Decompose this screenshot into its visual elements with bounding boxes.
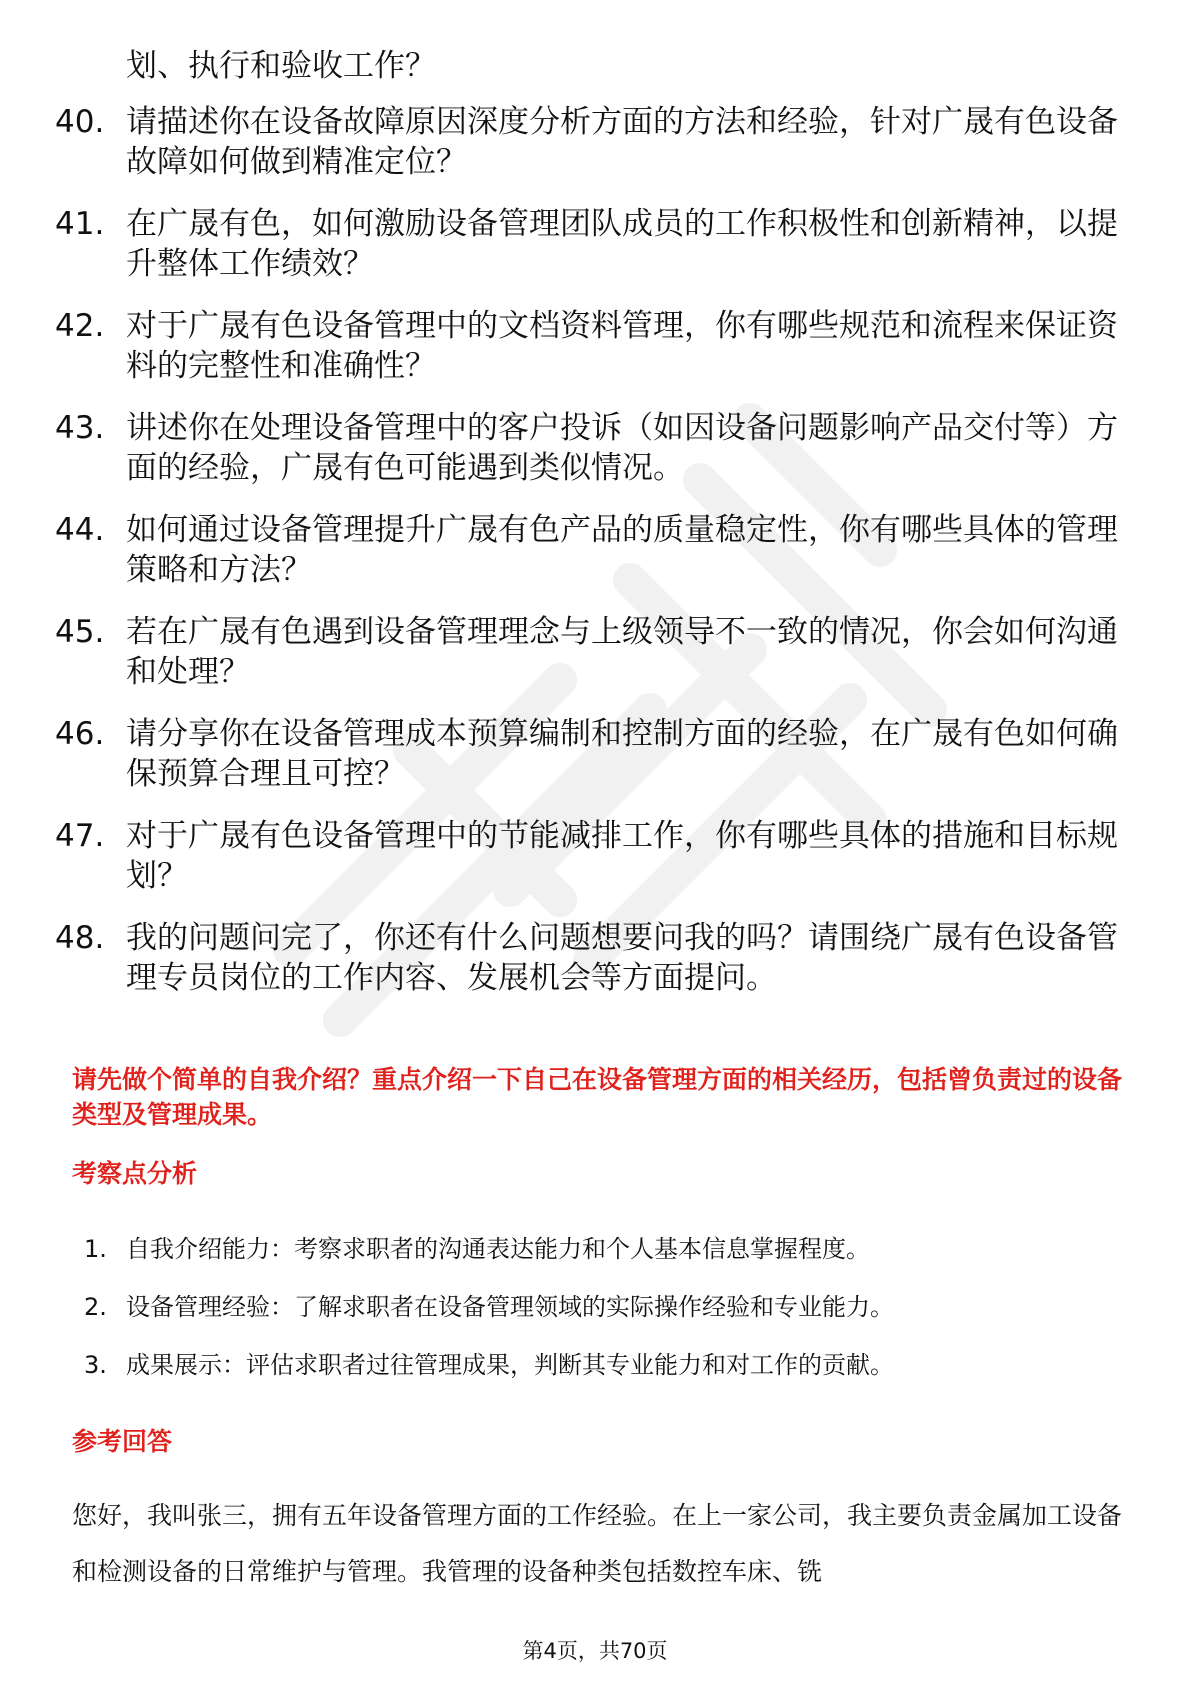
question-number: 45.: [55, 614, 105, 650]
question-number: 48.: [55, 920, 105, 956]
question-number: 43.: [55, 410, 105, 446]
list-item: [55, 102, 1125, 182]
analysis-list: [84, 1232, 1124, 1406]
question-number: 42.: [55, 308, 105, 344]
question-continued-text: 划、执行和验收工作？: [126, 48, 436, 84]
question-text: 讲述你在处理设备管理中的客户投诉（如因设备问题影响产品交付等）方面的经验，广晟有色可能遇到类似情况。: [126, 410, 1118, 486]
question-number: 46.: [55, 716, 105, 752]
analysis-heading: 考察点分析: [72, 1159, 198, 1188]
list-item: [84, 1290, 1124, 1324]
question-text: 若在广晟有色遇到设备管理理念与上级领导不一致的情况，你会如何沟通和处理？: [126, 614, 1118, 690]
question-text: 在广晟有色，如何激励设备管理团队成员的工作积极性和创新精神，以提升整体工作绩效？: [126, 206, 1118, 282]
question-text: 如何通过设备管理提升广晟有色产品的质量稳定性，你有哪些具体的管理策略和方法？: [126, 512, 1118, 588]
list-item: [84, 1232, 1124, 1266]
question-list: [55, 46, 1125, 1020]
list-item: [55, 408, 1125, 488]
question-number: 44.: [55, 512, 105, 548]
analysis-text: 成果展示：评估求职者过往管理成果，判断其专业能力和对工作的贡献。: [126, 1351, 894, 1379]
question-text: 请描述你在设备故障原因深度分析方面的方法和经验，针对广晟有色设备故障如何做到精准定位？: [126, 104, 1118, 180]
list-item: [55, 306, 1125, 386]
analysis-number: 2.: [84, 1293, 107, 1321]
analysis-text: 自我介绍能力：考察求职者的沟通表达能力和个人基本信息掌握程度。: [126, 1235, 870, 1263]
analysis-number: 1.: [84, 1235, 107, 1263]
list-item: [55, 918, 1125, 998]
featured-question: 请先做个简单的自我介绍？重点介绍一下自己在设备管理方面的相关经历，包括曾负责过的设备类型及管理成果。: [72, 1065, 1123, 1129]
question-number: 40.: [55, 104, 105, 140]
list-item: [84, 1348, 1124, 1382]
list-item: [55, 816, 1125, 896]
question-text: 对于广晟有色设备管理中的文档资料管理，你有哪些规范和流程来保证资料的完整性和准确性？: [126, 308, 1118, 384]
question-text: 我的问题问完了，你还有什么问题想要问我的吗？请围绕广晟有色设备管理专员岗位的工作内容、发展机会等方面提问。: [126, 920, 1118, 996]
reference-heading: 参考回答: [72, 1427, 173, 1456]
list-item: [55, 46, 1125, 86]
analysis-text: 设备管理经验：了解求职者在设备管理领域的实际操作经验和专业能力。: [126, 1293, 894, 1321]
list-item: [55, 714, 1125, 794]
list-item: [55, 510, 1125, 590]
reference-answer: 您好，我叫张三，拥有五年设备管理方面的工作经验。在上一家公司，我主要负责金属加工设备和检测设备的日常维护与管理。我管理的设备种类包括数控车床、铣: [72, 1501, 1123, 1586]
list-item: [55, 204, 1125, 284]
list-item: [55, 612, 1125, 692]
question-number: 41.: [55, 206, 105, 242]
question-text: 对于广晟有色设备管理中的节能减排工作，你有哪些具体的措施和目标规划？: [126, 818, 1118, 894]
question-number: 47.: [55, 818, 105, 854]
analysis-number: 3.: [84, 1351, 107, 1379]
question-text: 请分享你在设备管理成本预算编制和控制方面的经验，在广晟有色如何确保预算合理且可控？: [126, 716, 1118, 792]
page-footer: 第4页，共70页: [522, 1639, 668, 1663]
